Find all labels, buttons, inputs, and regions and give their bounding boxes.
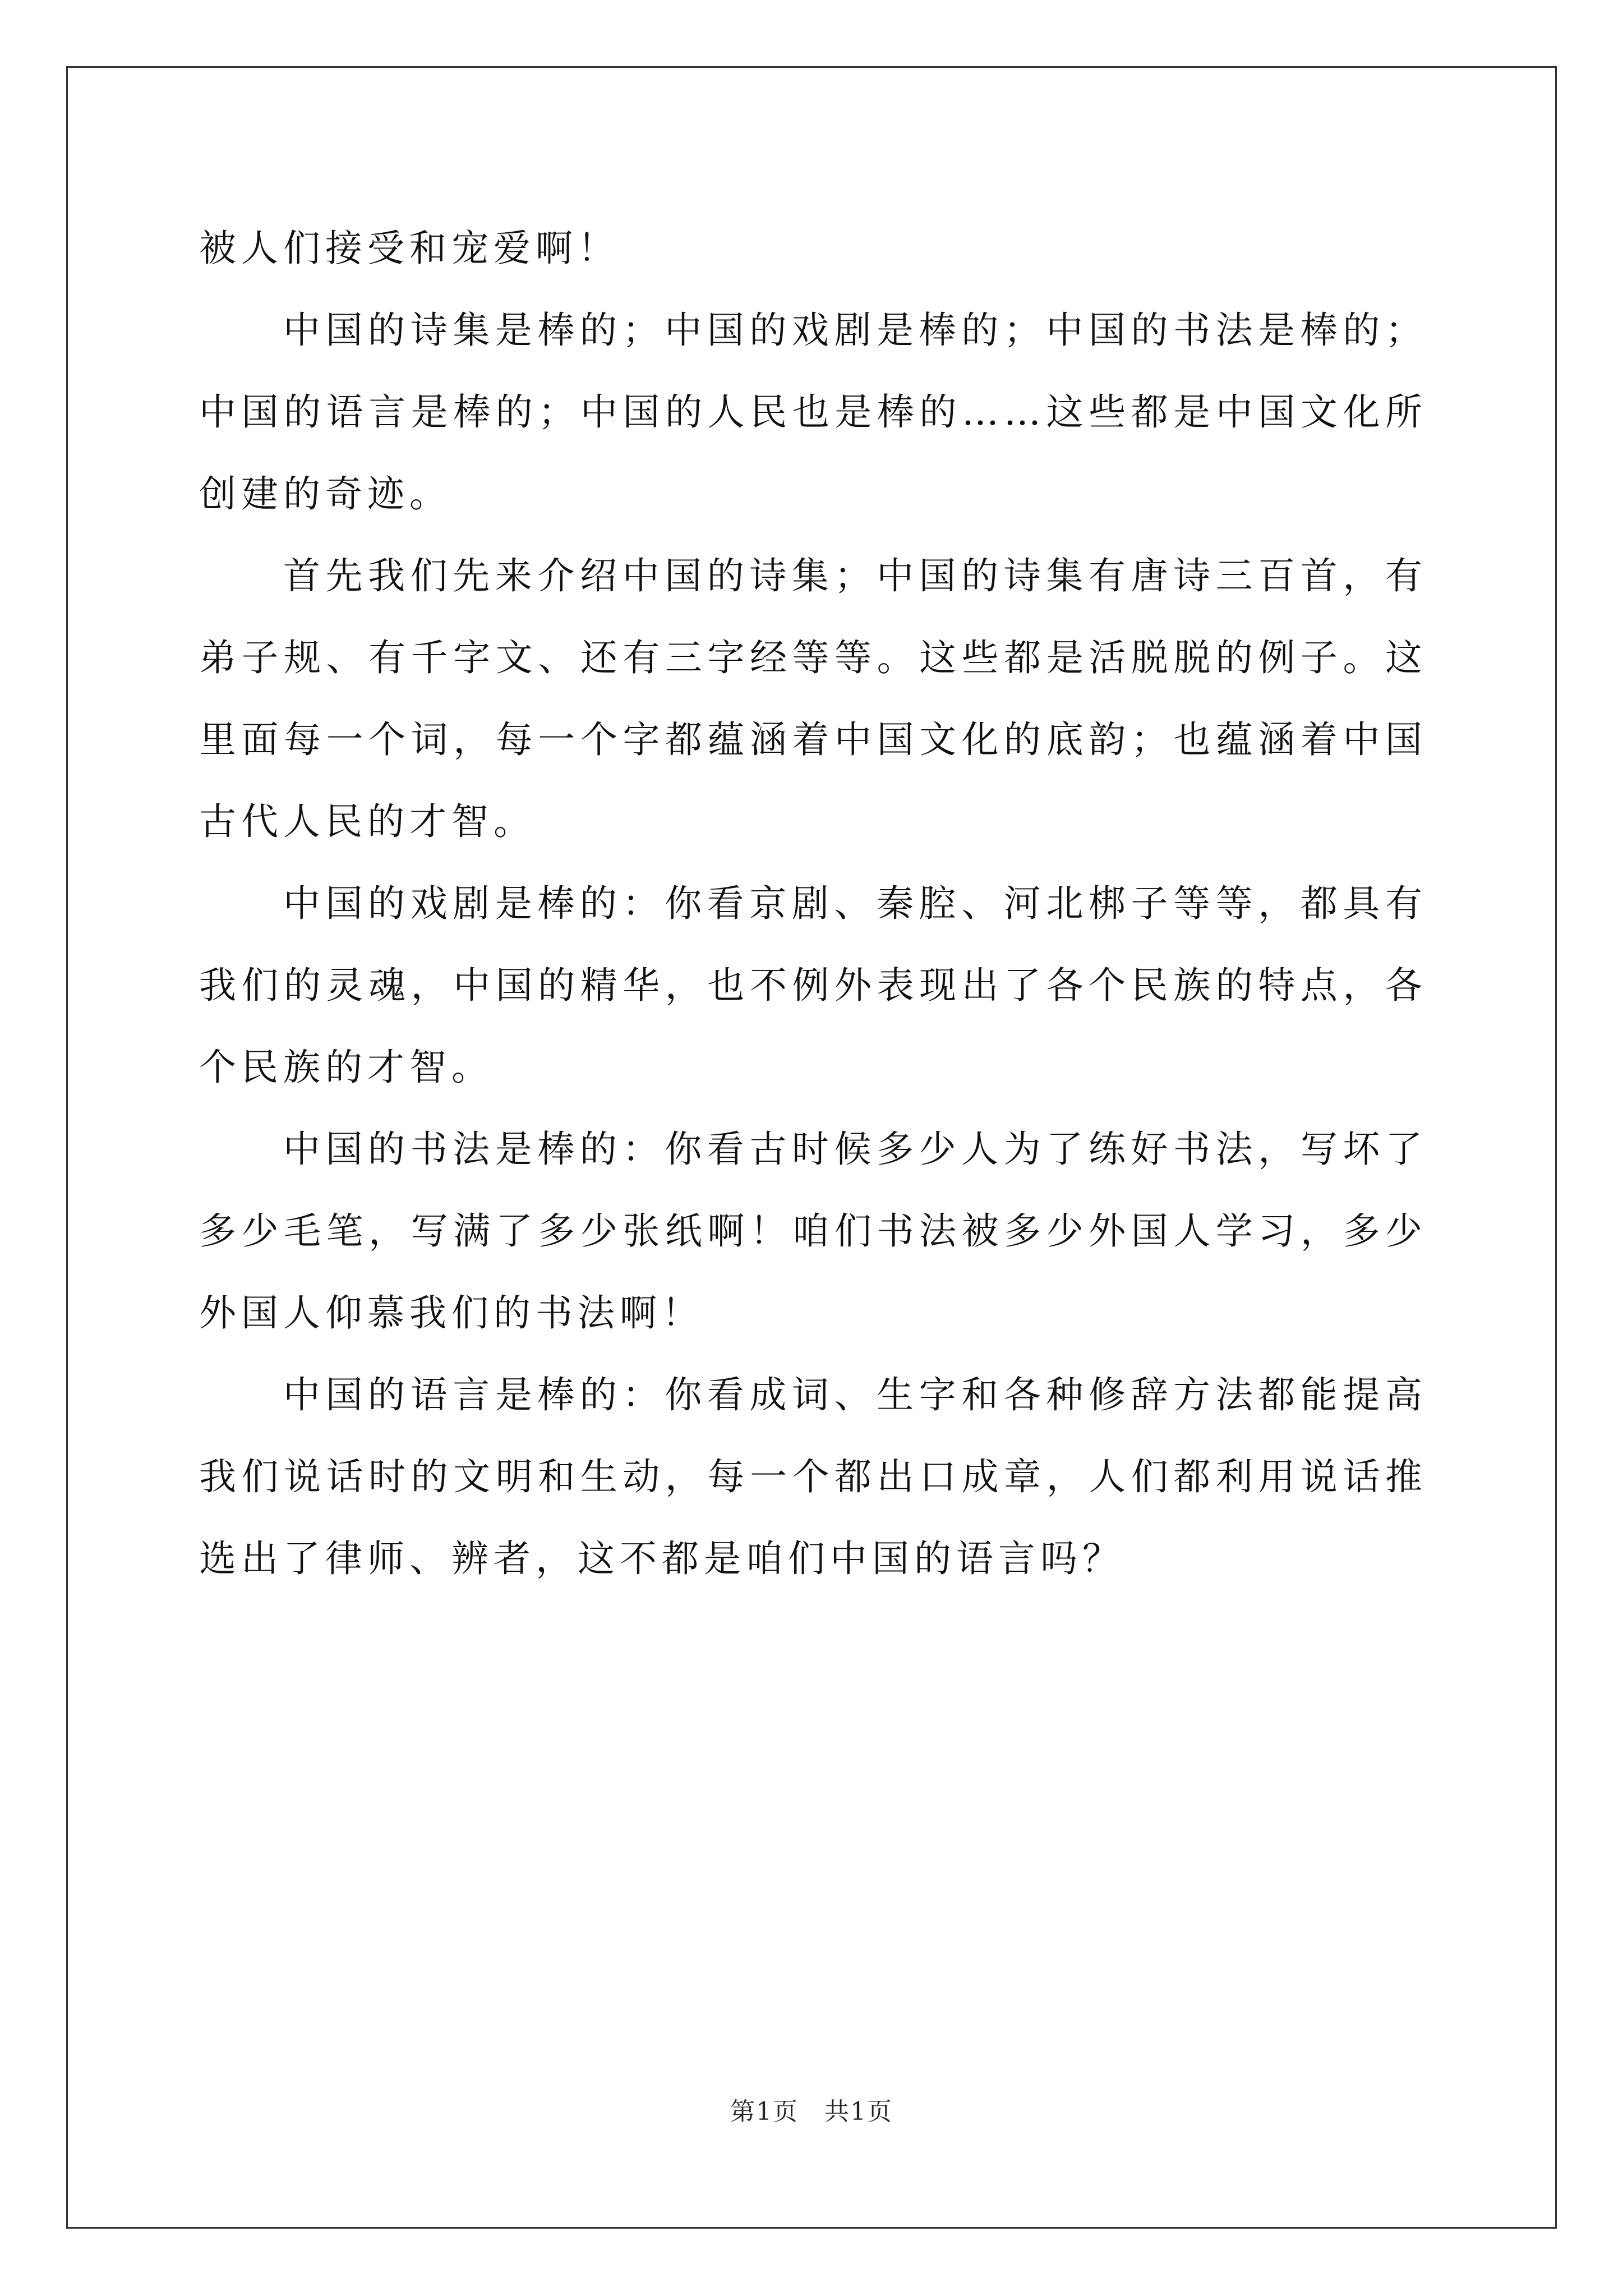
paragraph-2: 中国的诗集是棒的；中国的戏剧是棒的；中国的书法是棒的；中国的语言是棒的；中国的人民也是棒的……这些都是中国文化所创建的奇迹。	[199, 309, 1427, 516]
page-footer: 第1页 共1页	[730, 2097, 893, 2126]
paragraph-6: 中国的语言是棒的：你看成词、生字和各种修辞方法都能提高我们说话时的文明和生动，每一个都出口成章，人们都利用说话推选出了律师、辨者，这不都是咱们中国的语言吗？	[199, 1373, 1427, 1580]
document-body	[199, 208, 1427, 1600]
paragraph-1: 被人们接受和宠爱啊！	[199, 227, 620, 270]
paragraph-5: 中国的书法是棒的：你看古时候多少人为了练好书法，写坏了多少毛笔，写满了多少张纸啊！咱们书法被多少外国人学习，多少外国人仰慕我们的书法啊！	[199, 1128, 1427, 1335]
paragraph-3: 首先我们先来介绍中国的诗集；中国的诗集有唐诗三百首，有弟子规、有千字文、还有三字经等等。这些都是活脱脱的例子。这里面每一个词，每一个字都蕴涵着中国文化的底韵；也蕴涵着中国古代人民的才智。	[199, 554, 1427, 843]
paragraph-4: 中国的戏剧是棒的：你看京剧、秦腔、河北梆子等等，都具有我们的灵魂，中国的精华，也不例外表现出了各个民族的特点，各个民族的才智。	[199, 882, 1427, 1089]
